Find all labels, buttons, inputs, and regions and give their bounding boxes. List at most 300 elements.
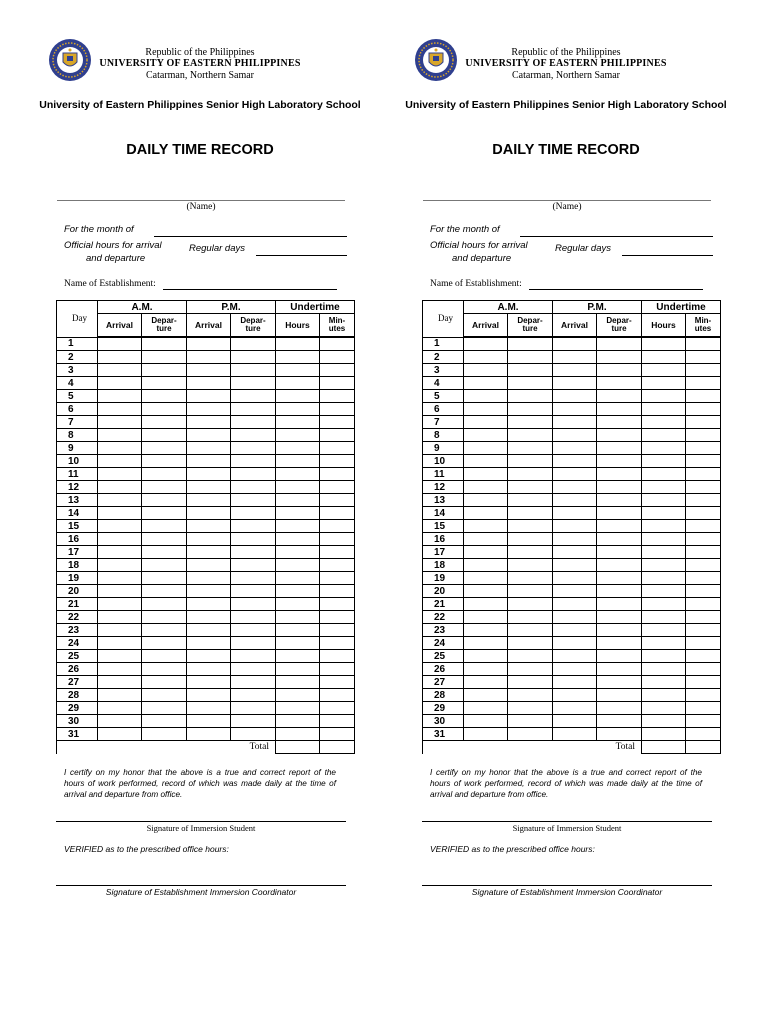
hours-cell[interactable] [642,377,686,390]
hours-cell[interactable] [276,520,320,533]
minutes-cell[interactable] [320,494,355,507]
am-departure-cell[interactable] [142,559,187,572]
pm-departure-cell[interactable] [231,337,276,351]
am-departure-cell[interactable] [142,416,187,429]
am-departure-cell[interactable] [142,728,187,741]
hours-cell[interactable] [642,676,686,689]
total-hours-cell[interactable] [276,741,320,754]
am-departure-cell[interactable] [142,481,187,494]
pm-arrival-cell[interactable] [187,468,231,481]
am-arrival-cell[interactable] [464,728,508,741]
pm-departure-cell[interactable] [597,715,642,728]
hours-cell[interactable] [642,728,686,741]
minutes-cell[interactable] [686,533,721,546]
minutes-cell[interactable] [686,455,721,468]
am-arrival-cell[interactable] [98,455,142,468]
pm-arrival-cell[interactable] [187,403,231,416]
pm-arrival-cell[interactable] [553,533,597,546]
pm-arrival-cell[interactable] [187,364,231,377]
hours-cell[interactable] [276,572,320,585]
minutes-cell[interactable] [320,572,355,585]
am-departure-cell[interactable] [508,442,553,455]
pm-arrival-cell[interactable] [553,468,597,481]
hours-cell[interactable] [276,676,320,689]
hours-cell[interactable] [642,572,686,585]
hours-cell[interactable] [642,429,686,442]
minutes-cell[interactable] [320,546,355,559]
am-arrival-cell[interactable] [464,337,508,351]
pm-arrival-cell[interactable] [553,663,597,676]
pm-departure-cell[interactable] [231,624,276,637]
am-arrival-cell[interactable] [98,572,142,585]
minutes-cell[interactable] [320,351,355,364]
pm-arrival-cell[interactable] [553,676,597,689]
pm-arrival-cell[interactable] [187,429,231,442]
am-departure-cell[interactable] [142,715,187,728]
minutes-cell[interactable] [686,572,721,585]
pm-departure-cell[interactable] [231,377,276,390]
am-arrival-cell[interactable] [98,585,142,598]
student-signature-line[interactable] [56,821,346,822]
pm-departure-cell[interactable] [231,520,276,533]
hours-cell[interactable] [276,533,320,546]
hours-cell[interactable] [276,403,320,416]
am-departure-cell[interactable] [508,715,553,728]
pm-departure-cell[interactable] [597,377,642,390]
hours-cell[interactable] [276,585,320,598]
am-arrival-cell[interactable] [98,468,142,481]
minutes-cell[interactable] [686,416,721,429]
hours-cell[interactable] [276,650,320,663]
am-arrival-cell[interactable] [98,715,142,728]
pm-arrival-cell[interactable] [553,728,597,741]
hours-cell[interactable] [276,546,320,559]
pm-arrival-cell[interactable] [553,403,597,416]
am-departure-cell[interactable] [508,676,553,689]
pm-departure-cell[interactable] [597,429,642,442]
pm-arrival-cell[interactable] [187,702,231,715]
pm-departure-cell[interactable] [597,351,642,364]
total-minutes-cell[interactable] [686,741,721,754]
minutes-cell[interactable] [320,481,355,494]
minutes-cell[interactable] [686,676,721,689]
minutes-cell[interactable] [686,351,721,364]
minutes-cell[interactable] [686,611,721,624]
am-departure-cell[interactable] [508,728,553,741]
hours-cell[interactable] [276,429,320,442]
pm-departure-cell[interactable] [597,533,642,546]
pm-departure-cell[interactable] [231,429,276,442]
minutes-cell[interactable] [686,494,721,507]
am-departure-cell[interactable] [508,702,553,715]
pm-arrival-cell[interactable] [553,624,597,637]
hours-cell[interactable] [276,611,320,624]
hours-cell[interactable] [276,702,320,715]
pm-departure-cell[interactable] [231,351,276,364]
am-departure-cell[interactable] [508,377,553,390]
pm-arrival-cell[interactable] [553,390,597,403]
am-arrival-cell[interactable] [98,494,142,507]
pm-departure-cell[interactable] [597,390,642,403]
am-arrival-cell[interactable] [464,702,508,715]
am-arrival-cell[interactable] [98,559,142,572]
am-departure-cell[interactable] [142,624,187,637]
hours-cell[interactable] [276,494,320,507]
hours-cell[interactable] [642,337,686,351]
pm-departure-cell[interactable] [597,728,642,741]
pm-departure-cell[interactable] [597,468,642,481]
pm-departure-cell[interactable] [231,533,276,546]
am-arrival-cell[interactable] [464,546,508,559]
hours-cell[interactable] [642,351,686,364]
am-arrival-cell[interactable] [98,624,142,637]
pm-departure-cell[interactable] [231,364,276,377]
total-minutes-cell[interactable] [320,741,355,754]
hours-cell[interactable] [276,351,320,364]
minutes-cell[interactable] [686,559,721,572]
pm-departure-cell[interactable] [231,585,276,598]
pm-departure-cell[interactable] [231,637,276,650]
am-arrival-cell[interactable] [98,416,142,429]
pm-arrival-cell[interactable] [553,546,597,559]
hours-cell[interactable] [642,507,686,520]
pm-arrival-cell[interactable] [187,507,231,520]
pm-departure-cell[interactable] [597,494,642,507]
am-arrival-cell[interactable] [464,455,508,468]
pm-arrival-cell[interactable] [553,715,597,728]
am-departure-cell[interactable] [142,429,187,442]
pm-arrival-cell[interactable] [187,337,231,351]
am-arrival-cell[interactable] [464,442,508,455]
am-arrival-cell[interactable] [464,507,508,520]
am-arrival-cell[interactable] [98,364,142,377]
pm-arrival-cell[interactable] [187,728,231,741]
pm-arrival-cell[interactable] [187,637,231,650]
regular-days-field-line[interactable] [256,255,347,256]
pm-departure-cell[interactable] [597,481,642,494]
pm-departure-cell[interactable] [231,507,276,520]
am-departure-cell[interactable] [508,337,553,351]
pm-departure-cell[interactable] [597,546,642,559]
hours-cell[interactable] [276,728,320,741]
hours-cell[interactable] [276,637,320,650]
am-arrival-cell[interactable] [98,351,142,364]
minutes-cell[interactable] [686,429,721,442]
hours-cell[interactable] [642,663,686,676]
total-hours-cell[interactable] [642,741,686,754]
am-departure-cell[interactable] [508,468,553,481]
hours-cell[interactable] [642,390,686,403]
pm-arrival-cell[interactable] [553,689,597,702]
minutes-cell[interactable] [320,520,355,533]
am-departure-cell[interactable] [508,416,553,429]
hours-cell[interactable] [642,702,686,715]
hours-cell[interactable] [276,455,320,468]
am-arrival-cell[interactable] [98,546,142,559]
pm-departure-cell[interactable] [231,442,276,455]
month-field-line[interactable] [520,236,713,237]
pm-arrival-cell[interactable] [187,624,231,637]
hours-cell[interactable] [642,533,686,546]
am-arrival-cell[interactable] [98,403,142,416]
am-arrival-cell[interactable] [464,611,508,624]
am-departure-cell[interactable] [142,390,187,403]
minutes-cell[interactable] [320,689,355,702]
pm-arrival-cell[interactable] [187,351,231,364]
pm-arrival-cell[interactable] [187,455,231,468]
hours-cell[interactable] [642,611,686,624]
pm-departure-cell[interactable] [597,416,642,429]
am-arrival-cell[interactable] [98,689,142,702]
hours-cell[interactable] [642,481,686,494]
minutes-cell[interactable] [320,728,355,741]
minutes-cell[interactable] [320,390,355,403]
pm-arrival-cell[interactable] [553,416,597,429]
establishment-field-line[interactable] [529,289,703,290]
pm-departure-cell[interactable] [597,507,642,520]
hours-cell[interactable] [276,468,320,481]
minutes-cell[interactable] [686,390,721,403]
am-departure-cell[interactable] [142,663,187,676]
pm-arrival-cell[interactable] [553,442,597,455]
pm-arrival-cell[interactable] [553,650,597,663]
name-field-line[interactable] [57,200,345,201]
pm-arrival-cell[interactable] [187,533,231,546]
am-departure-cell[interactable] [142,611,187,624]
hours-cell[interactable] [276,442,320,455]
pm-arrival-cell[interactable] [553,364,597,377]
pm-departure-cell[interactable] [597,624,642,637]
am-arrival-cell[interactable] [98,377,142,390]
am-departure-cell[interactable] [142,494,187,507]
minutes-cell[interactable] [320,337,355,351]
am-arrival-cell[interactable] [464,390,508,403]
minutes-cell[interactable] [686,364,721,377]
am-departure-cell[interactable] [508,429,553,442]
establishment-field-line[interactable] [163,289,337,290]
pm-arrival-cell[interactable] [553,611,597,624]
pm-departure-cell[interactable] [597,364,642,377]
minutes-cell[interactable] [320,507,355,520]
minutes-cell[interactable] [686,663,721,676]
pm-arrival-cell[interactable] [187,663,231,676]
am-arrival-cell[interactable] [98,520,142,533]
pm-arrival-cell[interactable] [187,416,231,429]
pm-departure-cell[interactable] [231,494,276,507]
minutes-cell[interactable] [686,546,721,559]
am-departure-cell[interactable] [508,546,553,559]
hours-cell[interactable] [276,598,320,611]
hours-cell[interactable] [276,715,320,728]
minutes-cell[interactable] [686,337,721,351]
minutes-cell[interactable] [686,637,721,650]
minutes-cell[interactable] [320,611,355,624]
am-departure-cell[interactable] [508,663,553,676]
pm-arrival-cell[interactable] [187,377,231,390]
hours-cell[interactable] [642,416,686,429]
minutes-cell[interactable] [320,624,355,637]
am-arrival-cell[interactable] [464,481,508,494]
am-departure-cell[interactable] [508,689,553,702]
hours-cell[interactable] [642,364,686,377]
pm-departure-cell[interactable] [231,403,276,416]
am-departure-cell[interactable] [142,364,187,377]
minutes-cell[interactable] [686,481,721,494]
pm-departure-cell[interactable] [597,403,642,416]
pm-departure-cell[interactable] [597,689,642,702]
am-departure-cell[interactable] [142,702,187,715]
hours-cell[interactable] [276,689,320,702]
am-arrival-cell[interactable] [98,676,142,689]
minutes-cell[interactable] [686,507,721,520]
pm-arrival-cell[interactable] [553,494,597,507]
hours-cell[interactable] [276,507,320,520]
pm-arrival-cell[interactable] [553,429,597,442]
am-arrival-cell[interactable] [464,468,508,481]
pm-departure-cell[interactable] [597,455,642,468]
minutes-cell[interactable] [320,403,355,416]
am-arrival-cell[interactable] [98,650,142,663]
pm-departure-cell[interactable] [597,598,642,611]
am-departure-cell[interactable] [142,377,187,390]
pm-departure-cell[interactable] [231,650,276,663]
hours-cell[interactable] [642,455,686,468]
am-arrival-cell[interactable] [464,663,508,676]
minutes-cell[interactable] [686,585,721,598]
am-departure-cell[interactable] [142,455,187,468]
am-arrival-cell[interactable] [464,624,508,637]
minutes-cell[interactable] [320,585,355,598]
pm-departure-cell[interactable] [597,663,642,676]
pm-arrival-cell[interactable] [553,520,597,533]
am-departure-cell[interactable] [142,637,187,650]
hours-cell[interactable] [276,416,320,429]
pm-departure-cell[interactable] [231,468,276,481]
am-departure-cell[interactable] [508,650,553,663]
minutes-cell[interactable] [686,624,721,637]
am-arrival-cell[interactable] [98,442,142,455]
pm-arrival-cell[interactable] [187,611,231,624]
pm-arrival-cell[interactable] [553,481,597,494]
minutes-cell[interactable] [320,598,355,611]
pm-arrival-cell[interactable] [187,559,231,572]
am-arrival-cell[interactable] [464,650,508,663]
am-departure-cell[interactable] [508,481,553,494]
hours-cell[interactable] [642,403,686,416]
am-departure-cell[interactable] [142,650,187,663]
pm-departure-cell[interactable] [231,689,276,702]
am-departure-cell[interactable] [508,351,553,364]
am-arrival-cell[interactable] [98,337,142,351]
hours-cell[interactable] [642,520,686,533]
pm-arrival-cell[interactable] [187,715,231,728]
pm-arrival-cell[interactable] [553,337,597,351]
am-arrival-cell[interactable] [464,572,508,585]
minutes-cell[interactable] [320,468,355,481]
hours-cell[interactable] [642,559,686,572]
hours-cell[interactable] [642,442,686,455]
minutes-cell[interactable] [686,689,721,702]
minutes-cell[interactable] [320,429,355,442]
pm-arrival-cell[interactable] [553,351,597,364]
am-arrival-cell[interactable] [464,676,508,689]
am-departure-cell[interactable] [142,507,187,520]
am-departure-cell[interactable] [508,559,553,572]
minutes-cell[interactable] [686,728,721,741]
hours-cell[interactable] [276,337,320,351]
pm-departure-cell[interactable] [231,546,276,559]
pm-arrival-cell[interactable] [553,559,597,572]
pm-arrival-cell[interactable] [187,572,231,585]
hours-cell[interactable] [276,390,320,403]
am-departure-cell[interactable] [508,364,553,377]
am-departure-cell[interactable] [508,494,553,507]
hours-cell[interactable] [276,663,320,676]
coordinator-signature-line[interactable] [422,885,712,886]
pm-arrival-cell[interactable] [553,598,597,611]
am-arrival-cell[interactable] [98,598,142,611]
minutes-cell[interactable] [686,650,721,663]
am-arrival-cell[interactable] [98,507,142,520]
am-departure-cell[interactable] [508,585,553,598]
am-departure-cell[interactable] [508,533,553,546]
minutes-cell[interactable] [686,403,721,416]
am-departure-cell[interactable] [508,520,553,533]
am-arrival-cell[interactable] [464,520,508,533]
pm-departure-cell[interactable] [597,442,642,455]
am-departure-cell[interactable] [142,403,187,416]
regular-days-field-line[interactable] [622,255,713,256]
hours-cell[interactable] [276,481,320,494]
am-departure-cell[interactable] [142,533,187,546]
am-arrival-cell[interactable] [464,429,508,442]
hours-cell[interactable] [276,624,320,637]
am-arrival-cell[interactable] [98,611,142,624]
pm-departure-cell[interactable] [231,715,276,728]
hours-cell[interactable] [276,377,320,390]
hours-cell[interactable] [642,494,686,507]
am-departure-cell[interactable] [142,585,187,598]
pm-arrival-cell[interactable] [187,650,231,663]
pm-arrival-cell[interactable] [187,546,231,559]
minutes-cell[interactable] [320,663,355,676]
pm-arrival-cell[interactable] [187,689,231,702]
pm-departure-cell[interactable] [597,585,642,598]
am-departure-cell[interactable] [508,390,553,403]
hours-cell[interactable] [642,598,686,611]
am-departure-cell[interactable] [508,598,553,611]
pm-arrival-cell[interactable] [553,507,597,520]
pm-departure-cell[interactable] [597,650,642,663]
hours-cell[interactable] [642,650,686,663]
pm-departure-cell[interactable] [231,702,276,715]
am-departure-cell[interactable] [142,351,187,364]
am-arrival-cell[interactable] [98,702,142,715]
minutes-cell[interactable] [320,559,355,572]
am-departure-cell[interactable] [508,455,553,468]
am-arrival-cell[interactable] [464,559,508,572]
pm-departure-cell[interactable] [231,676,276,689]
hours-cell[interactable] [642,715,686,728]
minutes-cell[interactable] [686,468,721,481]
pm-departure-cell[interactable] [597,637,642,650]
pm-arrival-cell[interactable] [553,455,597,468]
pm-departure-cell[interactable] [231,390,276,403]
coordinator-signature-line[interactable] [56,885,346,886]
am-departure-cell[interactable] [142,676,187,689]
minutes-cell[interactable] [320,364,355,377]
am-arrival-cell[interactable] [464,585,508,598]
